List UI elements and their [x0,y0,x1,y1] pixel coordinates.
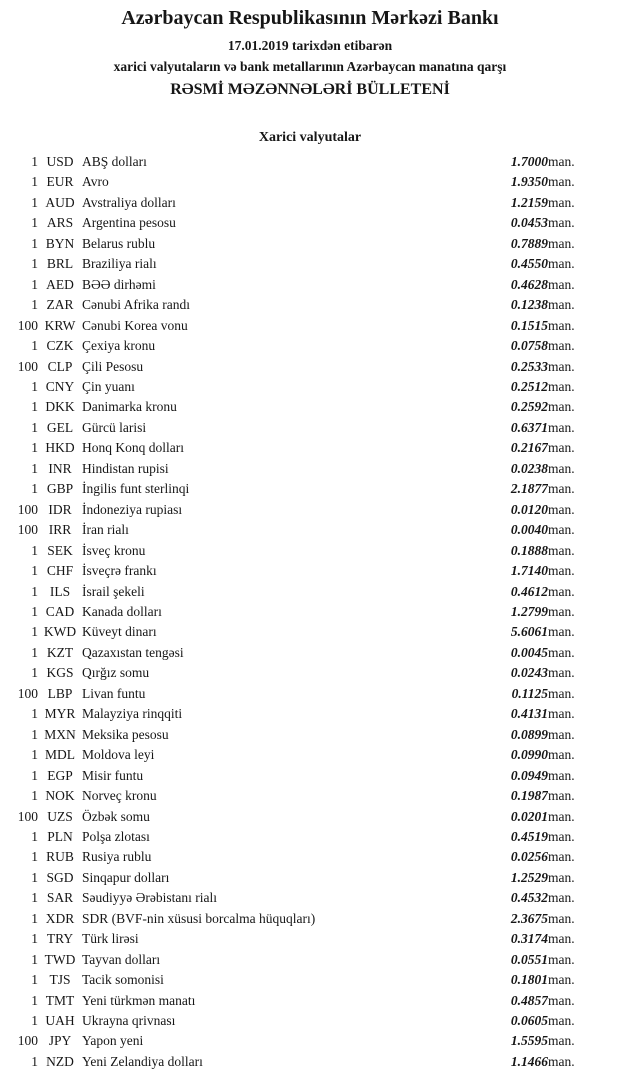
rate-quantity: 100 [17,317,38,333]
unit-label: man. [548,910,575,926]
rate-value: 2.3675 [510,910,548,926]
currency-name: Danimarka kronu [82,399,177,415]
rate-value: 0.0551 [510,951,548,967]
rate-value: 0.7889 [510,235,548,251]
unit-label: man. [548,358,575,374]
rate-row [0,929,620,949]
currency-code: IRR [48,522,72,538]
rate-row [0,234,620,254]
rate-value: 0.0256 [510,849,548,865]
currency-code: UZS [47,808,73,824]
currency-name: Qazaxıstan tengəsi [82,644,184,660]
currency-code: TRY [46,931,74,947]
currency-name: Cənubi Korea vonu [82,317,188,333]
rate-row [0,643,620,663]
unit-label: man. [548,460,575,476]
rate-row [0,868,620,888]
rate-row [0,847,620,867]
currency-name: İngilis funt sterlinqi [82,481,190,497]
unit-label: man. [548,788,575,804]
rate-value: 0.1801 [510,972,548,988]
currency-name: Tayvan dolları [82,951,161,967]
currency-name: İndoneziya rupiası [82,501,183,517]
currency-name: Ukrayna qrivnası [82,1013,176,1029]
currency-name: BƏƏ dirhəmi [82,276,156,292]
rate-quantity: 1 [31,174,38,190]
rate-quantity: 1 [31,644,38,660]
rate-value: 0.4612 [510,583,548,599]
rate-row [0,561,620,581]
currency-name: Kanada dolları [82,603,162,619]
currency-code: EGP [47,767,73,783]
rate-value: 1.7000 [510,154,548,169]
currency-name: İran rialı [82,522,129,538]
unit-label: man. [548,685,575,701]
currency-code: BYN [45,235,75,251]
rate-quantity: 1 [31,890,38,906]
currency-code: DKK [45,399,75,415]
currency-code: KWD [43,624,77,640]
currency-code: CZK [46,338,74,354]
currency-name: Gürcü larisi [82,419,147,435]
rate-quantity: 100 [17,1033,38,1049]
rate-row [0,950,620,970]
rates-table [0,152,620,1072]
rate-value: 0.2167 [510,440,548,456]
currency-code: KGS [46,665,74,681]
rate-value: 0.1987 [510,788,548,804]
rate-row [0,479,620,499]
rate-row [0,336,620,356]
unit-label: man. [548,154,575,169]
currency-name: Yeni Zelandiya dolları [82,1053,203,1069]
rate-value: 0.0238 [510,460,548,476]
rate-value: 0.2533 [510,358,548,374]
rate-quantity: 1 [31,624,38,640]
rate-row [0,888,620,908]
rate-quantity: 1 [31,297,38,313]
rate-row [0,500,620,520]
currency-code: INR [48,460,72,476]
rate-row [0,541,620,561]
unit-label: man. [548,808,575,824]
rate-quantity: 1 [31,542,38,558]
rate-quantity: 1 [31,563,38,579]
currency-code: ZAR [46,297,74,313]
rate-quantity: 1 [31,869,38,885]
currency-code: SAR [46,890,74,906]
rate-row [0,418,620,438]
rate-row [0,295,620,315]
rate-value: 5.6061 [510,624,548,640]
rate-value: 0.6371 [510,419,548,435]
currency-name: Tacik somonisi [82,972,164,988]
rate-quantity: 1 [31,460,38,476]
currency-code: CLP [47,358,73,374]
bulletin-header [0,0,620,100]
rate-row [0,1031,620,1051]
rate-row [0,152,620,172]
currency-name: Yeni türkmən manatı [82,992,196,1008]
rate-row [0,602,620,622]
currency-name: İsrail şekeli [82,583,145,599]
rate-value: 0.0201 [510,808,548,824]
rate-quantity: 1 [31,154,38,169]
rate-value: 0.4857 [510,992,548,1008]
unit-label: man. [548,992,575,1008]
rate-quantity: 1 [31,972,38,988]
rate-value: 0.2592 [510,399,548,415]
rate-quantity: 1 [31,419,38,435]
currency-name: Çin yuanı [82,378,135,394]
currency-code: HKD [45,440,75,456]
bank-title: Azərbaycan Respublikasının Mərkəzi Bankı [121,7,499,29]
unit-label: man. [548,1053,575,1069]
rate-value: 0.4519 [510,828,548,844]
currency-code: LBP [47,685,73,701]
rate-value: 0.0040 [510,522,548,538]
currency-name: Hindistan rupisi [82,460,169,476]
currency-code: TWD [44,951,76,967]
rate-row [0,582,620,602]
rate-row [0,766,620,786]
currency-name: Sinqapur dolları [82,869,170,885]
currency-code: PLN [47,828,73,844]
unit-label: man. [548,235,575,251]
currency-code: MDL [45,747,75,763]
rate-value: 0.0758 [510,338,548,354]
rate-row [0,786,620,806]
currency-code: ILS [49,583,71,599]
unit-label: man. [548,481,575,497]
currency-code: RUB [46,849,74,865]
unit-label: man. [548,1013,575,1029]
unit-label: man. [548,849,575,865]
rate-quantity: 1 [31,910,38,926]
rate-quantity: 1 [31,235,38,251]
rate-quantity: 1 [31,788,38,804]
rate-value: 1.5595 [510,1033,548,1049]
rate-row [0,704,620,724]
rate-row [0,377,620,397]
currency-name: Honq Konq dolları [82,440,184,456]
currency-code: TJS [49,972,71,988]
rate-quantity: 100 [17,808,38,824]
rate-value: 1.2529 [510,869,548,885]
rate-value: 0.4131 [510,706,548,722]
currency-code: GBP [46,481,74,497]
rate-row [0,1052,620,1072]
currency-name: Braziliya rialı [82,256,157,272]
bulletin-title: RƏSMİ MƏZƏNNƏLƏRİ BÜLLETENİ [170,81,450,98]
currency-name: Polşa zlotası [82,828,150,844]
rate-row [0,172,620,192]
currency-name: Misir funtu [82,767,144,783]
rate-value: 0.0990 [510,747,548,763]
rate-row [0,745,620,765]
rate-row [0,1011,620,1031]
unit-label: man. [548,194,575,210]
unit-label: man. [548,174,575,190]
currency-name: Özbək somu [82,808,150,824]
currency-code: JPY [48,1033,72,1049]
currency-name: Rusiya rublu [82,849,152,865]
currency-code: CNY [45,378,75,394]
currency-code: ARS [46,215,74,231]
currency-code: MYR [44,706,76,722]
unit-label: man. [548,276,575,292]
currency-name: Norveç kronu [82,788,157,804]
currency-code: CHF [46,563,74,579]
unit-label: man. [548,338,575,354]
unit-label: man. [548,869,575,885]
currency-code: KRW [44,317,76,333]
rate-value: 0.1125 [511,685,548,701]
unit-label: man. [548,1033,575,1049]
currency-code: AUD [45,194,75,210]
currency-code: IDR [48,501,72,517]
currency-code: UAH [45,1013,75,1029]
unit-label: man. [548,317,575,333]
rate-quantity: 1 [31,256,38,272]
currency-name: Küveyt dinarı [82,624,157,640]
rate-value: 1.1466 [510,1053,548,1069]
unit-label: man. [548,951,575,967]
rate-quantity: 1 [31,481,38,497]
rate-quantity: 1 [31,828,38,844]
rate-quantity: 1 [31,440,38,456]
rate-quantity: 1 [31,583,38,599]
rate-row [0,254,620,274]
unit-label: man. [548,767,575,783]
rate-row [0,807,620,827]
rate-quantity: 1 [31,726,38,742]
rate-quantity: 1 [31,706,38,722]
rate-row [0,213,620,233]
currency-name: Belarus rublu [82,235,156,251]
currency-code: KZT [46,644,74,660]
rate-value: 0.0453 [510,215,548,231]
rate-value: 0.2512 [510,378,548,394]
rate-quantity: 100 [17,685,38,701]
currency-name: Cənubi Afrika randı [82,297,190,313]
rate-value: 0.0899 [510,726,548,742]
rate-quantity: 1 [31,603,38,619]
rate-quantity: 1 [31,338,38,354]
rate-value: 0.0949 [510,767,548,783]
rate-value: 0.4628 [510,276,548,292]
rate-value: 1.2799 [510,603,548,619]
rate-quantity: 100 [17,522,38,538]
currency-code: GEL [46,419,74,435]
currency-code: TMT [45,992,75,1008]
rate-quantity: 1 [31,1053,38,1069]
rate-quantity: 1 [31,399,38,415]
rate-row [0,316,620,336]
effective-date-line: 17.01.2019 tarixdən etibarən [227,38,393,53]
rate-quantity: 1 [31,378,38,394]
rate-quantity: 1 [31,665,38,681]
currency-name: Avro [82,174,109,190]
currency-name: Malayziya rinqqiti [82,706,183,722]
unit-label: man. [548,747,575,763]
rate-row [0,459,620,479]
rate-quantity: 1 [31,276,38,292]
unit-label: man. [548,297,575,313]
unit-label: man. [548,706,575,722]
currency-code: SEK [47,542,73,558]
rate-value: 0.4532 [510,890,548,906]
rate-quantity: 1 [31,194,38,210]
unit-label: man. [548,256,575,272]
rate-quantity: 1 [31,951,38,967]
currency-name: Səudiyyə Ərəbistanı rialı [82,890,217,906]
currency-name: Argentina pesosu [82,215,176,231]
rate-row [0,663,620,683]
unit-label: man. [548,583,575,599]
rate-row [0,438,620,458]
rate-quantity: 100 [17,358,38,374]
currency-code: CAD [45,603,75,619]
rate-quantity: 1 [31,849,38,865]
rate-quantity: 1 [31,767,38,783]
rate-quantity: 1 [31,931,38,947]
currency-code: NZD [46,1053,74,1069]
unit-label: man. [548,931,575,947]
currency-name: Livan funtu [82,685,146,701]
unit-label: man. [548,972,575,988]
rate-quantity: 100 [17,501,38,517]
unit-label: man. [548,563,575,579]
currency-name: Türk lirəsi [82,931,139,947]
rate-row [0,725,620,745]
currency-code: XDR [45,910,75,926]
bulletin-subtitle: xarici valyutaların və bank metallarının Azərbaycan manatına qarşı [113,59,507,74]
rate-value: 0.1238 [510,297,548,313]
rate-value: 0.0120 [510,501,548,517]
rate-quantity: 1 [31,992,38,1008]
currency-name: ABŞ dolları [82,154,147,169]
currency-name: Çexiya kronu [82,338,156,354]
currency-code: MXN [44,726,76,742]
rates-table-body [0,152,620,1072]
currency-name: Moldova leyi [82,747,155,763]
rate-value: 0.4550 [510,256,548,272]
currency-name: İsveç kronu [82,542,146,558]
currency-name: Yapon yeni [82,1033,144,1049]
rate-value: 2.1877 [510,481,548,497]
currency-name: Avstraliya dolları [82,194,176,210]
unit-label: man. [548,665,575,681]
currency-code: EUR [46,174,74,190]
unit-label: man. [548,624,575,640]
unit-label: man. [548,215,575,231]
rate-row [0,397,620,417]
unit-label: man. [548,440,575,456]
unit-label: man. [548,726,575,742]
unit-label: man. [548,378,575,394]
currency-name: Çili Pesosu [82,358,144,374]
rate-row [0,684,620,704]
currency-code: SGD [46,869,74,885]
rate-value: 1.7140 [510,563,548,579]
rate-quantity: 1 [31,747,38,763]
rate-row [0,193,620,213]
rate-quantity: 1 [31,215,38,231]
rate-row [0,275,620,295]
rate-value: 0.0243 [510,665,548,681]
unit-label: man. [548,644,575,660]
rate-value: 0.1888 [510,542,548,558]
currency-code: AED [46,276,74,292]
currency-code: BRL [46,256,74,272]
rate-row [0,970,620,990]
rate-row [0,827,620,847]
currency-code: NOK [45,788,75,804]
currency-name: Qırğız somu [82,665,150,681]
currency-code: USD [46,154,74,169]
rate-value: 0.0605 [510,1013,548,1029]
rate-row [0,622,620,642]
rate-value: 0.3174 [510,931,548,947]
unit-label: man. [548,399,575,415]
currency-name: Meksika pesosu [82,726,169,742]
unit-label: man. [548,522,575,538]
unit-label: man. [548,828,575,844]
rate-value: 0.1515 [510,317,548,333]
unit-label: man. [548,890,575,906]
rate-value: 1.2159 [510,194,548,210]
rate-quantity: 1 [31,1013,38,1029]
rate-value: 1.9350 [510,174,548,190]
currency-name: SDR (BVF-nin xüsusi borcalma hüquqları) [82,910,316,926]
unit-label: man. [548,419,575,435]
section-title-foreign-currencies: Xarici valyutalar [258,130,362,145]
unit-label: man. [548,603,575,619]
rate-row [0,991,620,1011]
rate-row [0,357,620,377]
currency-name: İsveçrə frankı [82,563,157,579]
unit-label: man. [548,542,575,558]
rate-row [0,909,620,929]
rate-row [0,520,620,540]
unit-label: man. [548,501,575,517]
rate-value: 0.0045 [510,644,548,660]
